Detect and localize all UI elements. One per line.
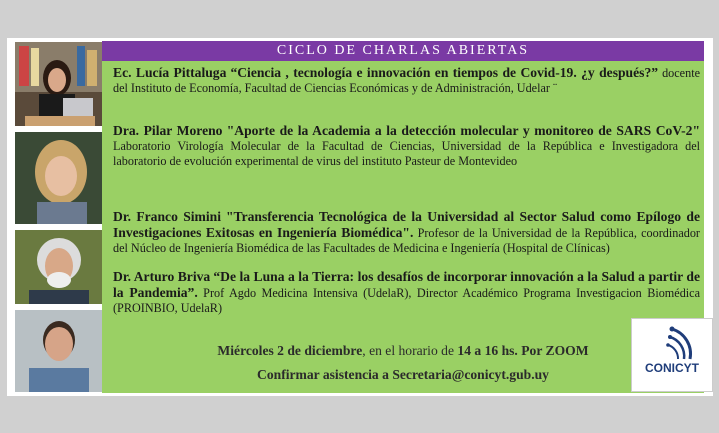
conicyt-logo [631, 318, 713, 392]
flyer [7, 38, 713, 396]
event-time-prefix: , en el horario de [362, 343, 458, 358]
logo-text: CONICYT [645, 361, 699, 375]
content-panel [102, 41, 704, 393]
talk-title: "Transferencia Tecnológica de la Universidad al Sector Salud como Epílogo de Investigaciones Exitosas en Ingeniería Biomédica". [113, 209, 700, 240]
talk-title: "Aporte de la Academia a la detección molecular y monitoreo de SARS CoV-2" [226, 123, 701, 138]
speaker-description: Profesor de la Universidad de la República, coordinador del Núcleo de Ingeniería Biomédica de las Facultades de Medicina e Ingeniería (Hospital de Clínicas) [113, 226, 700, 255]
speaker-description: Prof Agdo Medicina Intensiva (UdelaR), Director Académico Programa Investigacion Biomédica (PROINBIO, UdelaR) [113, 286, 700, 315]
rsvp-line: Confirmar asistencia a Secretaria@conicyt.gub.uy [257, 367, 549, 382]
speaker-photo-1 [15, 42, 103, 126]
event-datetime [102, 343, 704, 359]
speaker-photo-3 [15, 230, 103, 304]
speaker-photos [15, 42, 103, 392]
talk-title: “De la Luna a la Tierra: los desafíos de incorporar innovación a la Salud a partir de la Pandemia”. [113, 269, 701, 300]
banner-title: CICLO DE CHARLAS ABIERTAS [102, 41, 704, 61]
logo-mark-icon [632, 319, 712, 363]
speaker-photo-2 [15, 132, 103, 224]
talk-title: “Ciencia , tecnología e innovación en tiempos de Covid-19. ¿y después?” [230, 65, 659, 80]
event-date: Miércoles 2 de diciembre [217, 343, 363, 358]
speaker-entry-3 [113, 209, 700, 256]
speaker-name: Ec. Lucía Pittaluga [113, 65, 227, 80]
speaker-description: Laboratorio Virología Molecular de la Facultad de Ciencias, Universidad de la República e Investigadora del laboratorio de evolución experimental de virus del instituto Pasteur de Montevideo [113, 139, 700, 168]
speaker-entry-2 [113, 123, 700, 169]
speaker-entry-1 [113, 65, 700, 96]
event-time: 14 a 16 hs. Por ZOOM [457, 343, 589, 358]
speaker-entry-4 [113, 269, 700, 316]
speaker-photo-4 [15, 310, 103, 392]
speaker-name: Dr. Franco Simini [113, 209, 221, 224]
speaker-name: Dra. Pilar Moreno [113, 123, 223, 138]
speaker-description: docente del Instituto de Economía, Facultad de Ciencias Económicas y de Administración, Udelar ¨ [113, 66, 700, 95]
speaker-name: Dr. Arturo Briva [113, 269, 211, 284]
